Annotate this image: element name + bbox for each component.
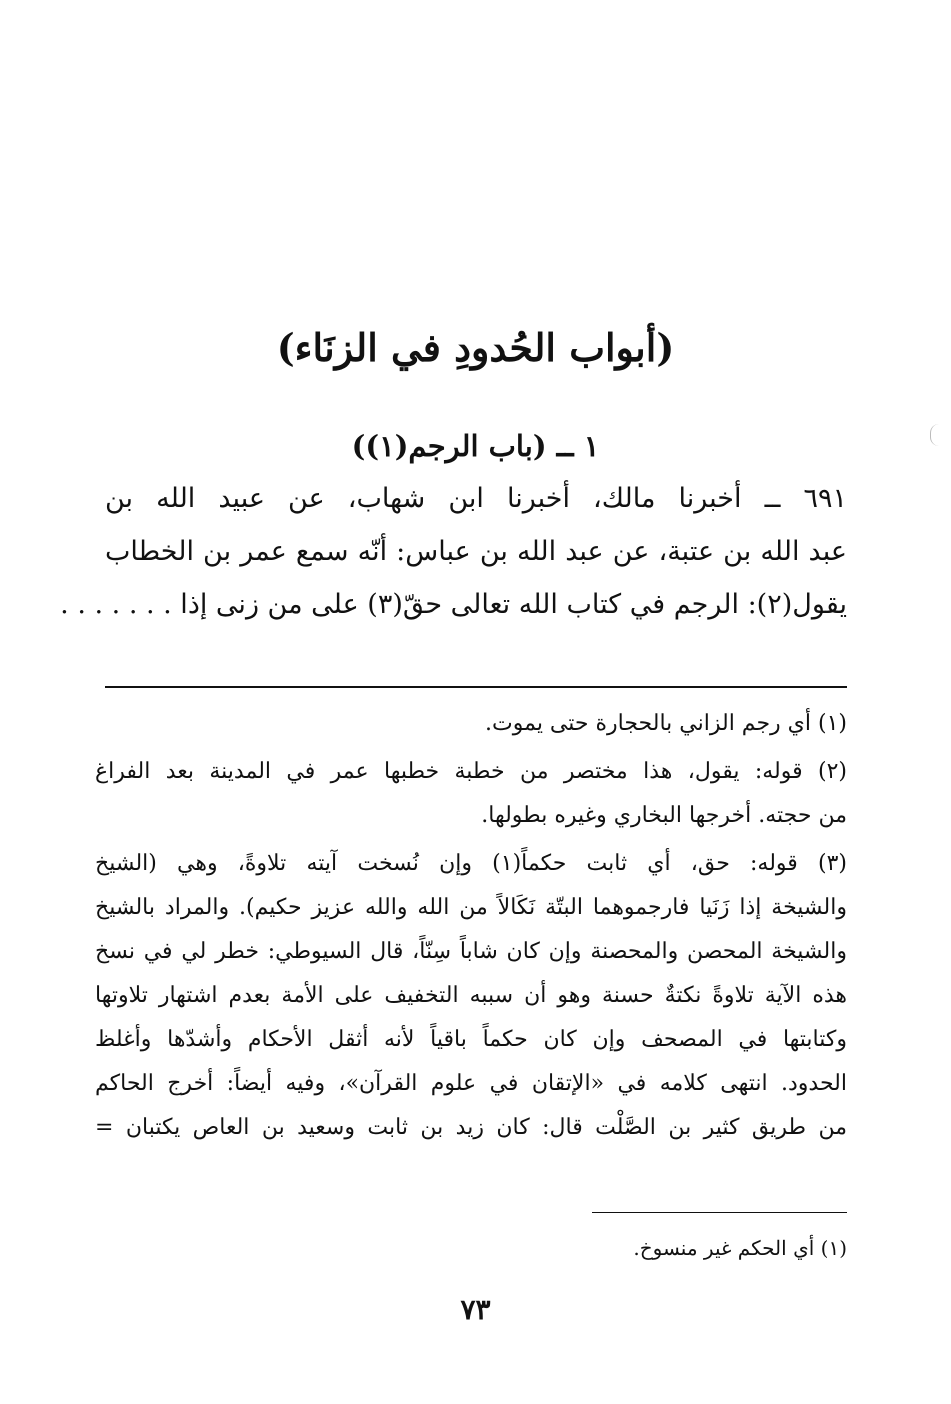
hadith-line: عبد الله بن عتبة، عن عبد الله بن عباس: أنّه سمع عمر بن الخطاب [105,536,847,567]
footnote-2-line: (٢) قوله: يقول، هذا مختصر من خطبة خطبها عمر في المدينة بعد الفراغ [95,759,847,784]
footnote-3-line: والشيخة المحصن والمحصنة وإن كان شاباً سِنّاً، قال السيوطي: خطر لي في نسخ [95,939,847,964]
footnote-3-line: (٣) قوله: حق، أي ثابت حكماً(١) وإن نُسخت آيته تلاوةً، وهي (الشيخ [95,851,847,876]
footnote-1-line: (١) أي رجم الزاني بالحجارة حتى يموت. [485,711,847,736]
footnote-3-line: وكتابتها في المصحف وإن كان حكماً باقياً لأنه أثقل الأحكام وأشدّها وأغلظ [95,1027,847,1052]
hadith-line: يقول(٢): الرجم في كتاب الله تعالى حقّ(٣) على من زنى إذا . . . . . . . [60,589,847,620]
page-number: ٧٣ [460,1293,491,1326]
footnote-2-line: من حجته. أخرجها البخاري وغيره بطولها. [481,803,847,828]
footnotes [95,702,847,1150]
chapter-title: (أبواب الحُدودِ في الزنَاء) [276,325,675,370]
footnote-3-line: والشيخة إذا زَنَيا فارجموهما البتّة نَكَالاً من الله والله عزيز حكيم). والمراد بالشيخ [95,895,847,920]
section-heading: ١ ــ (باب الرجم(١)) [351,429,600,463]
footnote-3-line: هذه الآية تلاوةً نكتةٌ حسنة وهو أن سببه التخفيف على الأمة بعدم اشتهار تلاوتها [95,983,848,1008]
footnote-3-line: الحدود. انتهى كلامه في «الإتقان في علوم القرآن»، وفيه أيضاً: أخرج الحاكم [95,1071,847,1096]
margin-mark [930,424,939,446]
subnote-divider [592,1212,847,1213]
hadith-line: ٦٩١ ــ أخبرنا مالك، أخبرنا ابن شهاب، عن عبيد الله بن [105,483,847,514]
hadith-text [60,472,847,631]
sub-footnote: (١) أي الحكم غير منسوخ. [633,1236,847,1260]
footnote-3-line: من طريق كثير بن الصَّلْت قال: كان زيد بن ثابت وسعيد بن العاص يكتبان = [95,1115,847,1140]
footnote-divider [105,686,847,688]
